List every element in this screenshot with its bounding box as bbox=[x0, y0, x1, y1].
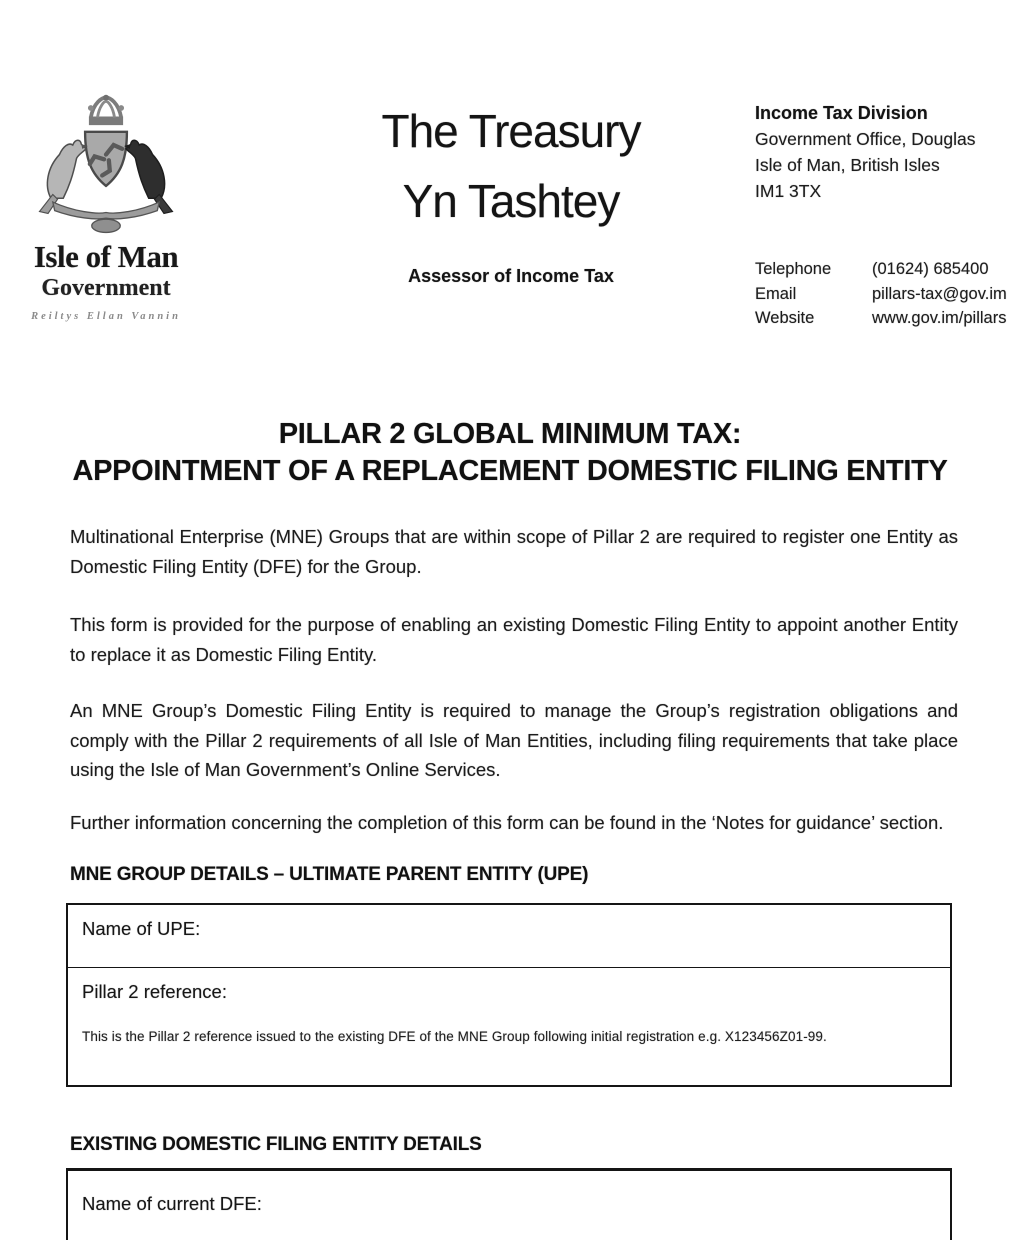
contact-row-email bbox=[755, 282, 1015, 307]
assessor-subtitle: Assessor of Income Tax bbox=[408, 266, 614, 286]
intro-paragraph-1: Multinational Enterprise (MNE) Groups that are within scope of Pillar 2 are required to register one Entity as Domestic Filing Entity (DFE) for the Group. bbox=[70, 526, 958, 577]
division-address-block bbox=[755, 100, 1005, 204]
treasury-title bbox=[330, 96, 692, 236]
field-name-of-upe[interactable] bbox=[66, 903, 952, 970]
contact-table bbox=[755, 257, 1015, 331]
division-postcode: IM1 3TX bbox=[755, 181, 822, 201]
intro-paragraph-4: Further information concerning the completion of this form can be found in the ‘Notes for guidance’ section. bbox=[70, 812, 944, 833]
logo-motto: Reiltys Ellan Vannin bbox=[31, 311, 181, 322]
field-label-name-of-upe: Name of UPE: bbox=[82, 918, 201, 939]
telephone-label: Telephone bbox=[755, 260, 832, 278]
field-label-name-of-current-dfe: Name of current DFE: bbox=[82, 1193, 262, 1214]
section-heading-existing-dfe-details: EXISTING DOMESTIC FILING ENTITY DETAILS bbox=[70, 1134, 482, 1155]
treasury-title-english: The Treasury bbox=[381, 105, 641, 157]
treasury-title-manx: Yn Tashtey bbox=[402, 175, 620, 227]
intro-paragraph-2: This form is provided for the purpose of enabling an existing Domestic Filing Entity to appoint another Entity to replace it as Domestic Filing Entity. bbox=[70, 614, 958, 665]
division-name: Income Tax Division bbox=[755, 103, 928, 123]
field-name-of-current-dfe[interactable] bbox=[66, 1168, 952, 1240]
intro-paragraph-3: An MNE Group’s Domestic Filing Entity is required to manage the Group’s registration obligations and comply with the Pillar 2 requirements of all Isle of Man Entities, including filing requirements that take place using the Isle of Man Government’s Online Services. bbox=[70, 700, 958, 780]
logo-name: Isle of Man bbox=[33, 239, 179, 274]
isle-of-man-coat-of-arms-icon bbox=[30, 90, 182, 240]
field-pillar2-reference[interactable] bbox=[66, 968, 952, 1087]
email-label: Email bbox=[755, 284, 797, 303]
logo-subname: Government bbox=[41, 275, 171, 301]
form-title-line2: APPOINTMENT OF A REPLACEMENT DOMESTIC FILING ENTITY bbox=[72, 455, 948, 487]
division-address-line: Government Office, Douglas bbox=[755, 129, 976, 149]
field-note-pillar2-reference: This is the Pillar 2 reference issued to the existing DFE of the MNE Group following initial registration e.g. X123456Z01-99. bbox=[82, 1029, 827, 1044]
email-value: pillars-tax@gov.im bbox=[872, 284, 1007, 303]
telephone-value: (01624) 685400 bbox=[872, 260, 989, 278]
field-label-pillar2-reference: Pillar 2 reference: bbox=[82, 981, 227, 1002]
division-address-line: Isle of Man, British Isles bbox=[755, 155, 940, 175]
website-label: Website bbox=[755, 309, 815, 327]
form-title bbox=[0, 416, 1020, 490]
government-logo bbox=[16, 90, 196, 322]
contact-row-website bbox=[755, 306, 1015, 331]
form-title-line1: PILLAR 2 GLOBAL MINIMUM TAX: bbox=[278, 418, 742, 450]
contact-row-telephone bbox=[755, 257, 1015, 282]
section-heading-mne-group-details: MNE GROUP DETAILS – ULTIMATE PARENT ENTITY (UPE) bbox=[70, 864, 589, 885]
website-value: www.gov.im/pillars bbox=[872, 309, 1007, 327]
